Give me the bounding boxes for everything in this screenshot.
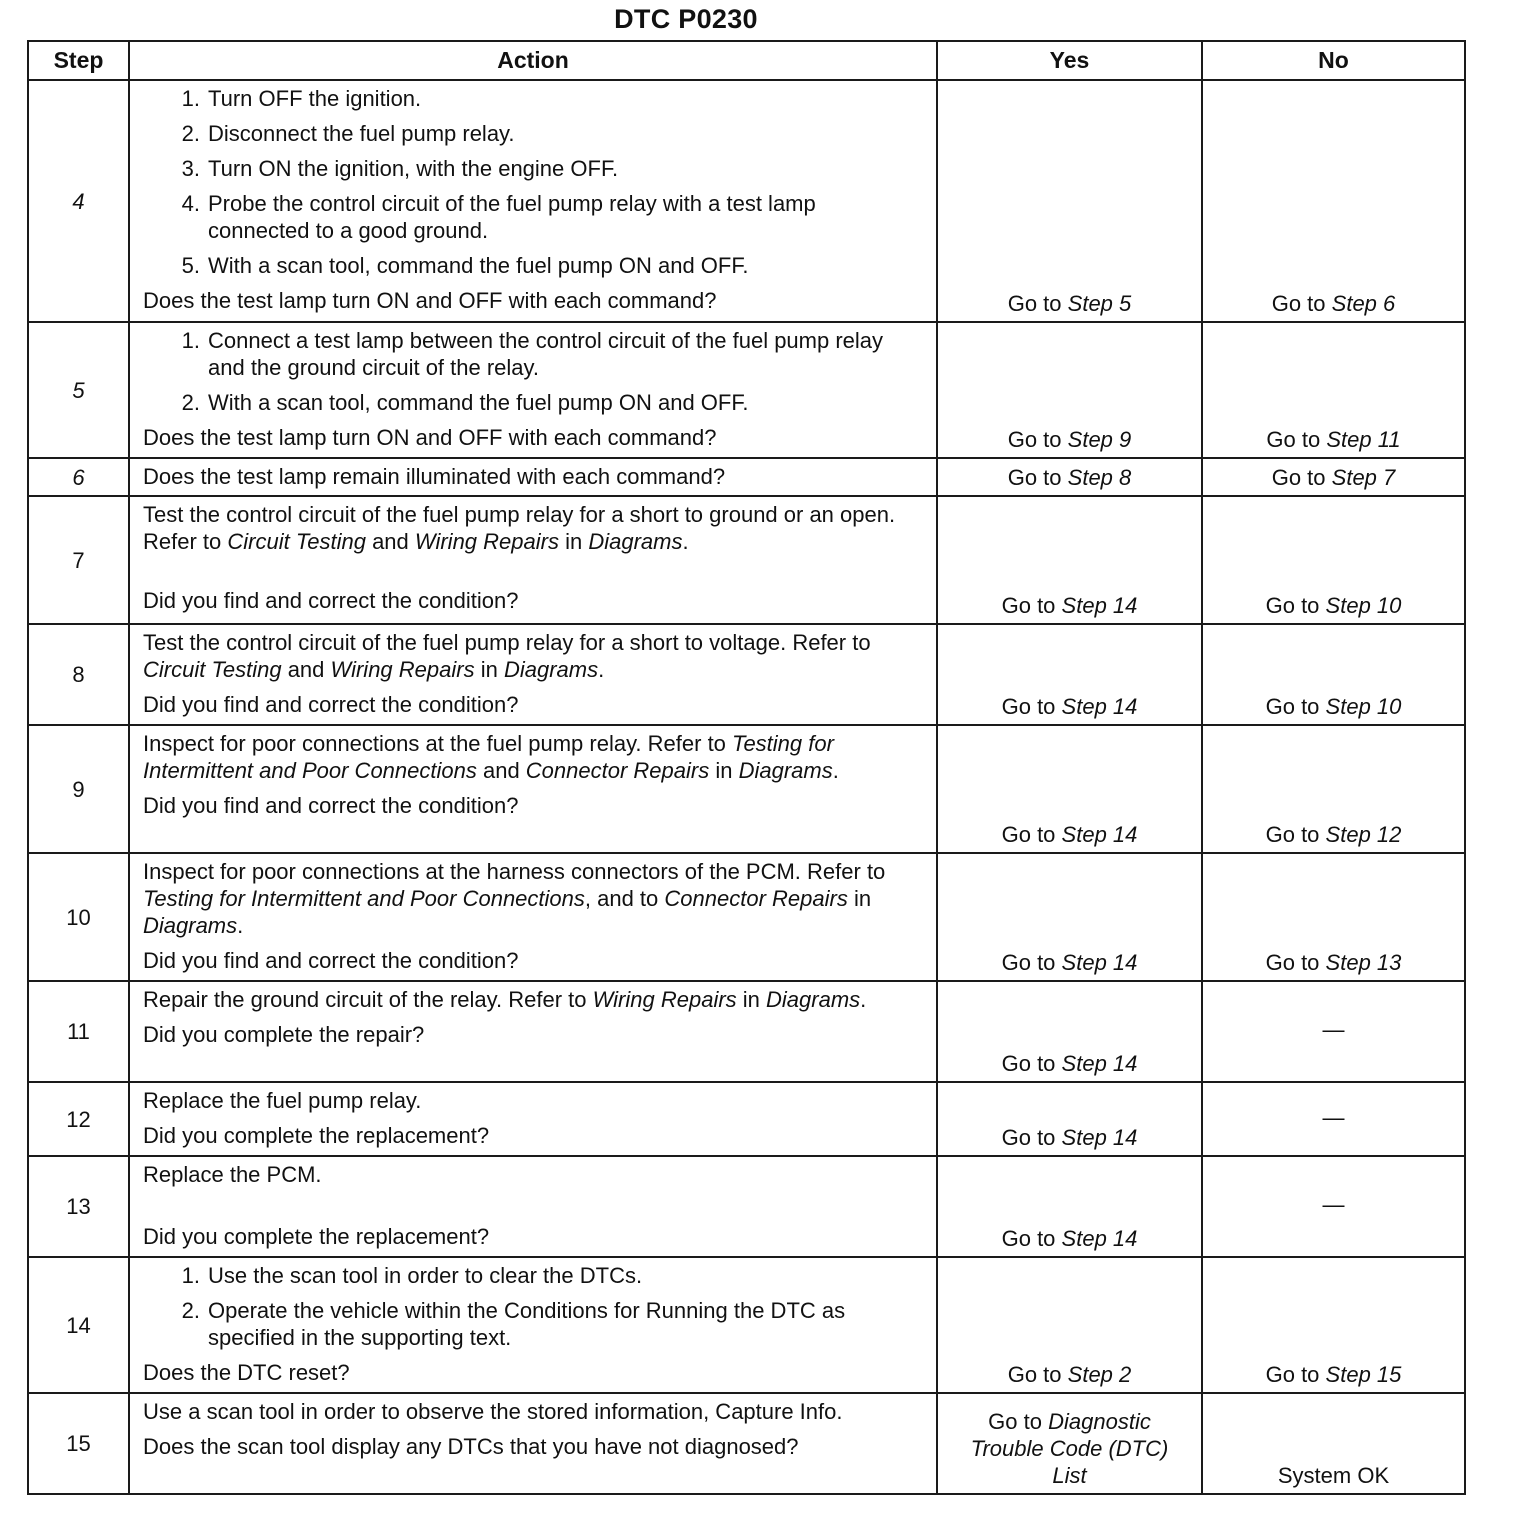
yes-cell: Go to Step 14 xyxy=(937,725,1202,853)
yes-cell: Go to Step 14 xyxy=(937,1156,1202,1257)
action-cell xyxy=(129,1156,937,1257)
action-cell xyxy=(129,322,937,458)
question: Did you find and correct the condition? xyxy=(143,793,519,818)
step-number: 13 xyxy=(28,1156,129,1257)
action-text: Repair the ground circuit of the relay. Refer to Wiring Repairs in Diagrams. xyxy=(143,987,867,1012)
yes-cell: Go to Step 8 xyxy=(937,458,1202,496)
action-text: Replace the PCM. xyxy=(143,1162,322,1187)
table-row xyxy=(28,1156,1465,1257)
action-cell xyxy=(129,80,937,322)
yes-cell: Go to Step 14 xyxy=(937,981,1202,1082)
yes-cell: Go to Step 9 xyxy=(937,322,1202,458)
step-number: 15 xyxy=(28,1393,129,1494)
question: Did you complete the replacement? xyxy=(143,1123,490,1148)
list-item: 4. Probe the control circuit of the fuel pump relay with a test lamp connected to a good ground. xyxy=(181,191,816,243)
action-list xyxy=(143,1262,922,1351)
table-row xyxy=(28,458,1465,496)
header-step: Step xyxy=(28,41,129,80)
no-cell: Go to Step 13 xyxy=(1202,853,1465,981)
header-no: No xyxy=(1202,41,1465,80)
action-cell xyxy=(129,496,937,624)
list-item: 1. Use the scan tool in order to clear the DTCs. xyxy=(181,1263,643,1288)
list-item: 1. Turn OFF the ignition. xyxy=(181,86,422,111)
action-cell xyxy=(129,458,937,496)
question: Does the DTC reset? xyxy=(143,1360,350,1385)
action-cell xyxy=(129,1393,937,1494)
table-row xyxy=(28,725,1465,853)
table-row xyxy=(28,322,1465,458)
table-row xyxy=(28,1257,1465,1393)
question: Did you find and correct the condition? xyxy=(143,692,519,717)
no-cell: — xyxy=(1202,1082,1465,1156)
list-item: 2. With a scan tool, command the fuel pump ON and OFF. xyxy=(181,390,749,415)
action-text: Inspect for poor connections at the harness connectors of the PCM. Refer to Testing for Intermittent and Poor Connections, and to Connector Repairs in Diagrams. xyxy=(143,859,886,938)
table-row xyxy=(28,496,1465,624)
step-number: 12 xyxy=(28,1082,129,1156)
no-cell: Go to Step 6 xyxy=(1202,80,1465,322)
no-cell: Go to Step 12 xyxy=(1202,725,1465,853)
no-cell: Go to Step 11 xyxy=(1202,322,1465,458)
yes-cell: Go to Step 14 xyxy=(937,1082,1202,1156)
action-cell xyxy=(129,624,937,725)
no-cell: Go to Step 10 xyxy=(1202,496,1465,624)
question: Does the test lamp turn ON and OFF with each command? xyxy=(143,425,717,450)
action-text: Test the control circuit of the fuel pump relay for a short to ground or an open. Refer to Circuit Testing and Wiring Repairs in Diagrams. xyxy=(143,502,896,554)
step-number: 5 xyxy=(28,322,129,458)
no-cell: Go to Step 10 xyxy=(1202,624,1465,725)
page-title: DTC P0230 xyxy=(614,4,758,34)
question: Does the test lamp remain illuminated with each command? xyxy=(143,464,726,489)
step-number: 4 xyxy=(28,80,129,322)
table-row xyxy=(28,1082,1465,1156)
table-row xyxy=(28,1393,1465,1494)
action-text: Use a scan tool in order to observe the stored information, Capture Info. xyxy=(143,1399,843,1424)
table-row xyxy=(28,624,1465,725)
question: Did you complete the repair? xyxy=(143,1022,425,1047)
yes-cell: Go to Step 14 xyxy=(937,853,1202,981)
header-action: Action xyxy=(129,41,937,80)
no-cell: — xyxy=(1202,981,1465,1082)
yes-cell: Go to Step 5 xyxy=(937,80,1202,322)
list-item: 1. Connect a test lamp between the control circuit of the fuel pump relay and the ground circuit of the relay. xyxy=(181,328,884,380)
action-text: Inspect for poor connections at the fuel pump relay. Refer to Testing for Intermittent and Poor Connections and Connector Repairs in Diagrams. xyxy=(143,731,839,783)
yes-cell: Go to Step 14 xyxy=(937,496,1202,624)
table-row xyxy=(28,80,1465,322)
action-cell xyxy=(129,1082,937,1156)
action-text: Replace the fuel pump relay. xyxy=(143,1088,422,1113)
list-item: 5. With a scan tool, command the fuel pump ON and OFF. xyxy=(181,253,749,278)
action-list xyxy=(143,85,922,279)
no-cell: Go to Step 15 xyxy=(1202,1257,1465,1393)
action-cell xyxy=(129,853,937,981)
step-number: 7 xyxy=(28,496,129,624)
list-item: 3. Turn ON the ignition, with the engine OFF. xyxy=(181,156,619,181)
no-cell: System OK xyxy=(1202,1393,1465,1494)
list-item: 2. Operate the vehicle within the Conditions for Running the DTC as specified in the supporting text. xyxy=(181,1298,846,1350)
dtc-table xyxy=(27,40,1466,1495)
yes-cell: Go to Diagnostic Trouble Code (DTC) List xyxy=(937,1393,1202,1494)
no-cell: — xyxy=(1202,1156,1465,1257)
list-item: 2. Disconnect the fuel pump relay. xyxy=(181,121,515,146)
step-number: 8 xyxy=(28,624,129,725)
table-row xyxy=(28,853,1465,981)
header-yes: Yes xyxy=(937,41,1202,80)
step-number: 14 xyxy=(28,1257,129,1393)
yes-cell: Go to Step 2 xyxy=(937,1257,1202,1393)
step-number: 11 xyxy=(28,981,129,1082)
action-cell xyxy=(129,1257,937,1393)
action-cell xyxy=(129,981,937,1082)
question: Did you complete the replacement? xyxy=(143,1224,490,1249)
question: Did you find and correct the condition? xyxy=(143,948,519,973)
no-cell: Go to Step 7 xyxy=(1202,458,1465,496)
action-cell xyxy=(129,725,937,853)
question: Does the test lamp turn ON and OFF with each command? xyxy=(143,288,717,313)
step-number: 6 xyxy=(28,458,129,496)
action-text: Test the control circuit of the fuel pump relay for a short to voltage. Refer to Circuit Testing and Wiring Repairs in Diagrams. xyxy=(143,630,871,682)
yes-cell: Go to Step 14 xyxy=(937,624,1202,725)
action-list xyxy=(143,327,922,416)
table-row xyxy=(28,981,1465,1082)
step-number: 10 xyxy=(28,853,129,981)
step-number: 9 xyxy=(28,725,129,853)
question: Did you find and correct the condition? xyxy=(143,588,519,613)
question: Does the scan tool display any DTCs that you have not diagnosed? xyxy=(143,1434,799,1459)
header-row xyxy=(28,41,1465,80)
